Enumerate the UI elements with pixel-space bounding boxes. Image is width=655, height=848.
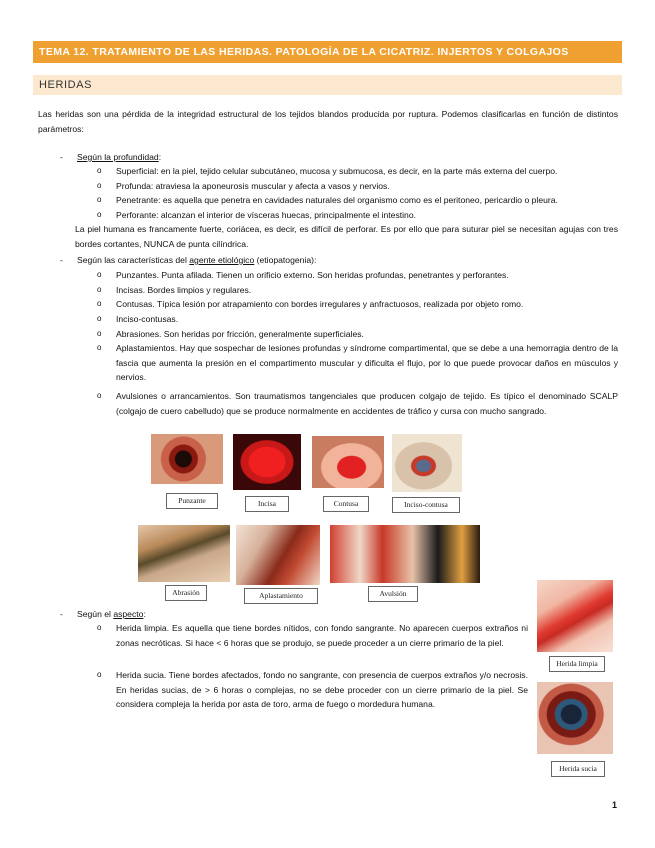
page-number: 1 (612, 800, 618, 810)
circle-bullet: o (97, 391, 102, 400)
bullet-aspecto (60, 607, 146, 621)
topic-title-banner: TEMA 12. TRATAMIENTO DE LAS HERIDAS. PATOLOGÍA DE LA CICATRIZ. INJERTOS Y COLGAJOS (33, 41, 622, 63)
inciso-contusa-photo (392, 434, 462, 492)
herida-limpia-photo (537, 580, 613, 652)
list-item (97, 283, 618, 298)
etiologico-label: agente etiológico (189, 255, 255, 265)
circle-bullet: o (97, 210, 102, 219)
list-item-text: Punzantes. Punta afilada. Tienen un orificio externo. Son heridas profundas, penetrantes y perforantes. (116, 270, 509, 280)
avulsion-photos (330, 525, 480, 583)
aplastamiento-photo (236, 525, 320, 585)
dash-bullet: - (60, 255, 63, 265)
caption-herida-sucia: Herida sucia (551, 761, 605, 777)
circle-bullet: o (97, 299, 102, 308)
list-item (97, 312, 618, 327)
list-item-text: Herida sucia. Tiene bordes afectados, fondo no sangrante, con presencia de cuerpos extraños y/o necrosis. En heridas sucias, de > 6 horas o complejas, no se debe proceder con un cierre primario de la piel. Se considera compleja la herida por asta de toro, arma de fuego o mordedura humana. (116, 670, 528, 710)
circle-bullet: o (97, 314, 102, 323)
list-item-text: Inciso-contusas. (116, 314, 179, 324)
profundidad-label-suffix: : (158, 152, 162, 162)
dash-bullet: - (60, 152, 63, 162)
list-item (97, 341, 618, 385)
list-item-text: Penetrante: es aquella que penetra en cavidades naturales del organismo como es el peritoneo, pericardio o pleura. (116, 195, 558, 205)
list-item (97, 297, 618, 312)
list-item (97, 389, 618, 418)
circle-bullet: o (97, 195, 102, 204)
circle-bullet: o (97, 343, 102, 352)
abrasion-photo (138, 525, 230, 582)
circle-bullet: o (97, 670, 102, 679)
caption-incisa: Incisa (245, 496, 289, 512)
caption-punzante: Punzante (166, 493, 218, 509)
bullet-profundidad (60, 150, 161, 164)
list-item (97, 193, 618, 208)
skin-note: La piel humana es francamente fuerte, coriácea, es decir, es difícil de perforar. Es por ello que para suturar piel se necesitan agujas con tres bordes cortantes, NUNCA de punta cilíndrica. (75, 224, 618, 249)
circle-bullet: o (97, 166, 102, 175)
circle-bullet: o (97, 329, 102, 338)
caption-inciso-contusa: Inciso-contusa (392, 497, 460, 513)
list-item (97, 208, 618, 223)
caption-aplastamiento: Aplastamiento (244, 588, 318, 604)
circle-bullet: o (97, 270, 102, 279)
caption-abrasion: Abrasión (165, 585, 207, 601)
list-item-text: Aplastamientos. Hay que sospechar de lesiones profundas y síndrome compartimental, que se debe a una hemorragia dentro de la fascia que aumenta la presión en el compartimento muscular y dificulta el flujo, por lo que puede provocar daños en músculos y nervios. (116, 343, 618, 383)
list-item-text: Contusas. Típica lesión por atrapamiento con bordes irregulares y anfractuosos, realizada por objeto romo. (116, 299, 524, 309)
list-item-text: Abrasiones. Son heridas por fricción, generalmente superficiales. (116, 329, 364, 339)
list-item-text: Avulsiones o arrancamientos. Son traumatismos tangenciales que producen colgajo de tejido. Es típico el denominado SCALP (colgajo de cuero cabelludo) que se produce normalmente en accidentes de tráfico y cursa con mucho sangrado. (116, 391, 618, 416)
contusa-photo (312, 436, 384, 488)
circle-bullet: o (97, 285, 102, 294)
etiologico-label-prefix: Según las características del (77, 255, 190, 265)
list-item (97, 668, 528, 712)
etiologico-label-suffix: (etiopatogenia): (254, 255, 317, 265)
profundidad-label: Según la profundidad (77, 152, 159, 162)
list-item-text: Superficial: en la piel, tejido celular subcutáneo, mucosa y submucosa, es decir, en la parte más externa del cuerpo. (116, 166, 558, 176)
intro-paragraph: Las heridas son una pérdida de la integridad estructural de los tejidos blandos producida por ruptura. Podemos clasificarlas en función de distintos parámetros: (38, 109, 618, 134)
caption-herida-limpia: Herida limpia (549, 656, 605, 672)
list-item-text: Herida limpia. Es aquella que tiene bordes nítidos, con fondo sangrante. No aparecen cuerpos extraños ni zonas necróticas. Si hace < 6 horas que se produjo, se puede proceder a un cierre primario de la piel. (116, 623, 528, 648)
bullet-etiologico (60, 253, 316, 267)
list-item-text: Perforante: alcanzan el interior de vísceras huecas, principalmente el intestino. (116, 210, 416, 220)
aspecto-label-prefix: Según el (77, 609, 114, 619)
circle-bullet: o (97, 181, 102, 190)
caption-avulsion: Avulsión (368, 586, 418, 602)
list-item (97, 164, 618, 179)
aspecto-label: aspecto (113, 609, 144, 619)
incisa-photo (233, 434, 301, 490)
dash-bullet: - (60, 609, 63, 619)
section-heading-heridas: HERIDAS (33, 75, 622, 95)
list-item-text: Incisas. Bordes limpios y regulares. (116, 285, 252, 295)
list-item (97, 327, 618, 342)
caption-contusa: Contusa (323, 496, 369, 512)
list-item (97, 268, 618, 283)
herida-sucia-photo (537, 682, 613, 754)
list-item-text: Profunda: atraviesa la aponeurosis muscular y afecta a vasos y nervios. (116, 181, 390, 191)
aspecto-label-suffix: : (143, 609, 146, 619)
list-item (97, 179, 618, 194)
punzante-photo (151, 434, 223, 484)
circle-bullet: o (97, 623, 102, 632)
list-item (97, 621, 528, 650)
